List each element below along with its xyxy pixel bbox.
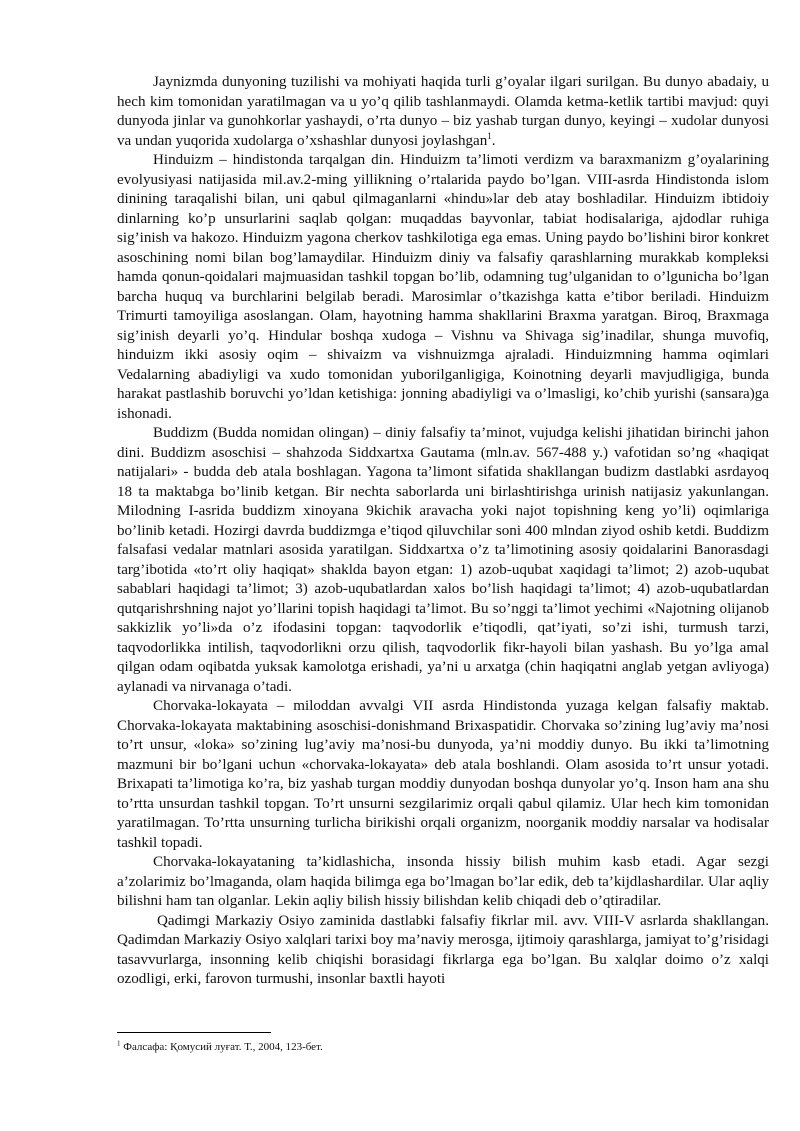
paragraph-charvaka-knowledge: Chorvaka-lokayataning ta’kidlashicha, insonda hissiy bilish muhim kasb etadi. Agar sezgi a’zolarimiz bo’lmaganda, olam haqida bilimga ega bo’lmagan bo’lar edik, deb ta’kijdlashardilar. Ular aqliy bilishni ham tan olganlar. Lekin aqliy bilish hissiy bilishdan kelib chiqadi deb o’qtiradilar. bbox=[117, 854, 769, 909]
paragraph-tail: . bbox=[491, 132, 496, 149]
paragraph-hinduism: Hinduizm – hindistonda tarqalgan din. Hinduizm ta’limoti verdizm va baraxmanizm g’oyalarining evolyusiyasi natijasida mil.av.2-ming yillikning o’rtalarida paydo bo’lgan. VIII-asrda Hindistonda islom dinining taraqalishi bilan, uni qabul qilmaganlarni «hindu»lar deb atay boshladilar. Hinduizm ibtidoiy dinlarning ko’p unsurlarini saqlab qolgan: muqaddas bayvonlar, tabiat hodisalariga, ajdodlar ruhiga sig’inish va hakozo. Hinduizm yagona cherkov tashkilotiga ega emas. Uning paydo bo’lishini biror konkret asoschining nomi bilan bog’lamaydilar. Hinduizm diniy va falsafiy qarashlarning murakkab kompleksi hamda qonun-qoidalari majmuasidan tashkil topgan bo’lib, odamning tug’ulganidan to o’lgunicha bo’lgan barcha huquq va burchlarini belgilab beradi. Marosimlar o’tkazishga katta e’tibor beriladi. Hinduizm Trimurti tamoyiliga asoslangan. Olam, hayotning hamma shakllarini Braxma yaratgan. Biroq, Braxmaga sig’inish deyarli yo’q. Hindular boshqa xudoga – Vishnu va Shivaga sig’inadilar, shunga muvofiq, hinduizm ikki asosiy oqim – shivaizm va vishnuizmga ajraladi. Hinduizmning hamma oqimlari Vedalarning abadiyligi va xudo tomonidan yuborilganligiga, Koinotning deyarli mavjudligiga, bunda harakat pastlashib boruvchi yo’ldan ketishiga: jonning abadiyligi va o’lmasligi, ko’chib yurishi (sansara)ga ishonadi. bbox=[117, 152, 769, 422]
paragraph-charvaka: Chorvaka-lokayata – miloddan avvalgi VII asrda Hindistonda yuzaga kelgan falsafiy maktab. Chorvaka-lokayata maktabining asoschisi-donishmand Brixaspatidir. Chorvaka so’zining lug’aviy ma’nosi to’rt unsur, «loka» so’zining lug’aviy ma’nosi-bu dunyoda, ya’ni moddiy dunyo. Bu ikki ta’limotning mazmuni bir bo’lgani uchun «chorvaka-lokayata» deb atala boshlandi. Olam asosida to’rt unsur yotadi. Brixapati ta’limotiga ko’ra, biz yashab turgan moddiy dunyodan boshqa dunyolar yo’q. Inson ham ana shu to’rtta unsurdan tashkil topgan. To’rt unsurni sezgilarimiz orqali qabul qilamiz. Ular hech kim tomonidan yaratilmagan. To’rtta unsurning turlicha birikishi orqali organizm, noorganik moddiy narsalar va hodisalar tashkil topadi. bbox=[117, 698, 769, 851]
paragraph-jainism bbox=[117, 73, 769, 151]
footnote bbox=[117, 1040, 769, 1054]
paragraph-central-asia: Qadimgi Markaziy Osiyo zaminida dastlabki falsafiy fikrlar mil. avv. VIII-V asrlarda shakllangan. Qadimdan Markaziy Osiyo xalqlari tarixi boy ma’naviy merosga, ijtimoiy qarashlarga, jamiyat to’g’risidagi tasavvurlarga, insonning kelib chiqishi borasidagi fikrlarga ega bo’lgan. Bu xalqlar doimo o’z xalqi ozodligi, erki, farovon turmushi, insonlar baxtli hayoti bbox=[117, 912, 769, 987]
paragraph-text: Jaynizmda dunyoning tuzilishi va mohiyati haqida turli g’oyalar ilgari surilgan. Bu dunyo abadaiy, u hech kim tomonidan yaratilmagan va u yo’q qilib tashlanmaydi. Olamda ketma-ketlik tartibi mavjud: quyi dunyoda jinlar va gunohkorlar yashaydi, o’rta dunyo – biz yashab turgan dunyo, keyingi – xudolar dunyosi va undan yuqorida xudolarga o’xshashlar dunyosi joylashgan bbox=[117, 74, 769, 149]
footnote-text: Фалсафа: Қомусий луғат. Т., 2004, 123-бет. bbox=[123, 1041, 323, 1053]
document-body bbox=[117, 73, 769, 990]
footnote-ref[interactable]: 1 bbox=[487, 130, 492, 141]
footnote-number: 1 bbox=[117, 1039, 121, 1048]
footnote-separator bbox=[117, 1032, 271, 1033]
paragraph-buddhism: Buddizm (Budda nomidan olingan) – diniy falsafiy ta’minot, vujudga kelishi jihatidan birinchi jahon dini. Buddizm asoschisi – shahzoda Siddxartxa Gautama (mln.av. 567-488 y.) vafotidan so’ng «haqiqat natijalari» - budda deb atala boshlagan. Yagona ta’limont sifatida shakllangan budizm dastlabki asrdayoq 18 ta maktabga bo’linib ketgan. Bir nechta saborlarda uni birlashtirishga urinish natijasiz yakunlangan. Milodning I-asrida buddizm xinoyana 9kichik aravacha yoki najot topishning keng yo’li) oqimlariga bo’linib ketadi. Hozirgi davrda buddizmga e’tiqod qiluvchilar soni 400 mlndan ziyod oshib ketdi. Buddizm falsafasi vedalar matnlari asosida yaratilgan. Siddxartxa o’z ta’limotining asosiy qoidalarini Banorasdagi targ’ibotida «to’rt oliy haqiqat» shaklda bayon etgan: 1) azob-uqubat xaqidagi ta’limot; 2) azob-uqubat sabablari haqidagi ta’limot; 3) azob-uqubatlardan xalos bo’lish haqidagi ta’limot; 4) azob-uqubatlardan qutqarishrshning najot yo’llarini topish haqidagi ta’limot. Bu so’nggi ta’limot yechimi «Najotning olijanob sakkizlik yo’li»da o’z ifodasini topgan: taqvodorlik e’tiqodli, qat’iyati, so’zi ishi, turmush tarzi, taqvodorlikka intilish, taqvodorlikni orzu qilish, taqvodorlik fikr-hayoli bilan yashash. Bu yo’lga amal qilgan odam oqibatda yuksak kamolotga erishadi, ya’ni u arxatga (chin haqiqatni anglab yetgan avliyoga) aylanadi va nirvanaga o’tadi. bbox=[117, 425, 769, 695]
